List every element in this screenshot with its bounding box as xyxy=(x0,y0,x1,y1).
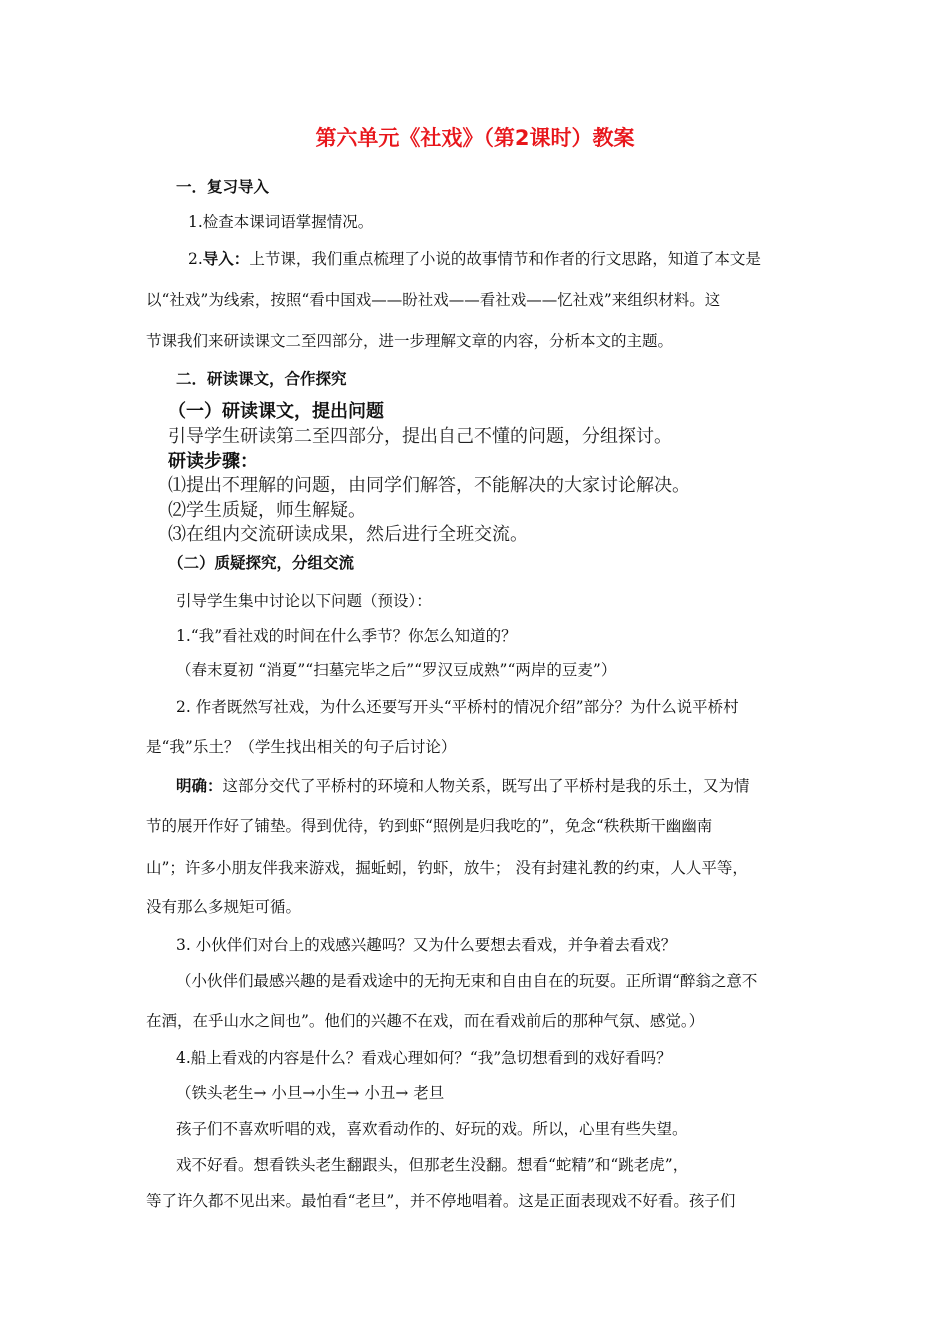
bold-label: 明确： xyxy=(176,776,223,795)
question-item: 4.船上看戏的内容是什么？看戏心理如何？“我”急切想看到的戏好看吗？ xyxy=(176,1049,672,1067)
text-line xyxy=(188,248,761,270)
step-item: ⑵学生质疑，师生解疑。 xyxy=(168,500,366,521)
text-line: 引导学生研读第二至四部分，提出自己不懂的问题，分组探讨。 xyxy=(168,426,672,447)
section-heading-study: 二．研读课文，合作探究 xyxy=(176,369,347,388)
subsection-heading: （二）质疑探究，分组交流 xyxy=(168,553,355,572)
item-number: 2. xyxy=(188,250,203,268)
question-item: 3. 小伙伴们对台上的戏感兴趣吗？又为什么要想去看戏，并争着去看戏？ xyxy=(176,936,677,954)
question-item: 2. 作者既然写社戏，为什么还要写开头“平桥村的情况介绍”部分？为什么说平桥村 xyxy=(176,698,739,716)
section-heading-review: 一．复习导入 xyxy=(176,177,270,196)
text-line: 1.检查本课词语掌握情况。 xyxy=(188,213,374,231)
step-item: ⑶在组内交流研读成果，然后进行全班交流。 xyxy=(168,524,528,545)
answer-line: （春末夏初 “消夏”“扫墓完毕之后”“罗汉豆成熟”“两岸的豆麦”） xyxy=(176,661,617,679)
answer-line: （小伙伴们最感兴趣的是看戏途中的无拘无束和自由自在的玩耍。正所谓“醉翁之意不 xyxy=(176,972,758,990)
text-line: 等了许久都不见出来。最怕看“老旦”，并不停地唱着。这是正面表现戏不好看。孩子们 xyxy=(146,1192,736,1210)
text-line: 没有那么多规矩可循。 xyxy=(146,898,302,916)
steps-heading: 研读步骤： xyxy=(168,451,258,472)
answer-line: （铁头老生→ 小旦→小生→ 小丑→ 老旦 xyxy=(176,1084,445,1102)
text-line xyxy=(176,775,750,797)
text-line: 戏不好看。想看铁头老生翻跟头，但那老生没翻。想看“蛇精”和“跳老虎”， xyxy=(176,1156,689,1174)
text-line: 以“社戏”为线索，按照“看中国戏——盼社戏——看社戏——忆社戏”来组织材料。这 xyxy=(146,291,721,309)
document-title: 第六单元《社戏》（第2课时）教案 xyxy=(315,126,635,150)
subsection-heading: （一）研读课文，提出问题 xyxy=(168,401,384,422)
text-line: 是“我”乐土？（学生找出相关的句子后讨论） xyxy=(146,738,457,756)
text-line: 在酒，在乎山水之间也”。他们的兴趣不在戏，而在看戏前后的那种气氛、感觉。） xyxy=(146,1012,705,1030)
question-item: 1.“我”看社戏的时间在什么季节？你怎么知道的？ xyxy=(176,627,517,645)
text-line: 山”；许多小朋友伴我来游戏，掘蚯蚓，钓虾，放牛； 没有封建礼教的约束，人人平等， xyxy=(146,859,748,877)
line-text: 上节课，我们重点梳理了小说的故事情节和作者的行文思路，知道了本文是 xyxy=(249,250,761,268)
line-text: 这部分交代了平桥村的环境和人物关系，既写出了平桥村是我的乐土，又为情 xyxy=(222,777,750,795)
text-line: 节课我们来研读课文二至四部分，进一步理解文章的内容，分析本文的主题。 xyxy=(146,332,674,350)
text-line: 引导学生集中讨论以下问题（预设）： xyxy=(176,592,432,610)
step-item: ⑴提出不理解的问题，由同学们解答，不能解决的大家讨论解决。 xyxy=(168,475,690,496)
text-line: 节的展开作好了铺垫。得到优待，钓到虾“照例是归我吃的”，免念“秩秩斯干幽幽南 xyxy=(146,817,713,835)
bold-label: 导入： xyxy=(202,249,250,268)
text-line: 孩子们不喜欢听唱的戏，喜欢看动作的、好玩的戏。所以，心里有些失望。 xyxy=(176,1120,688,1138)
